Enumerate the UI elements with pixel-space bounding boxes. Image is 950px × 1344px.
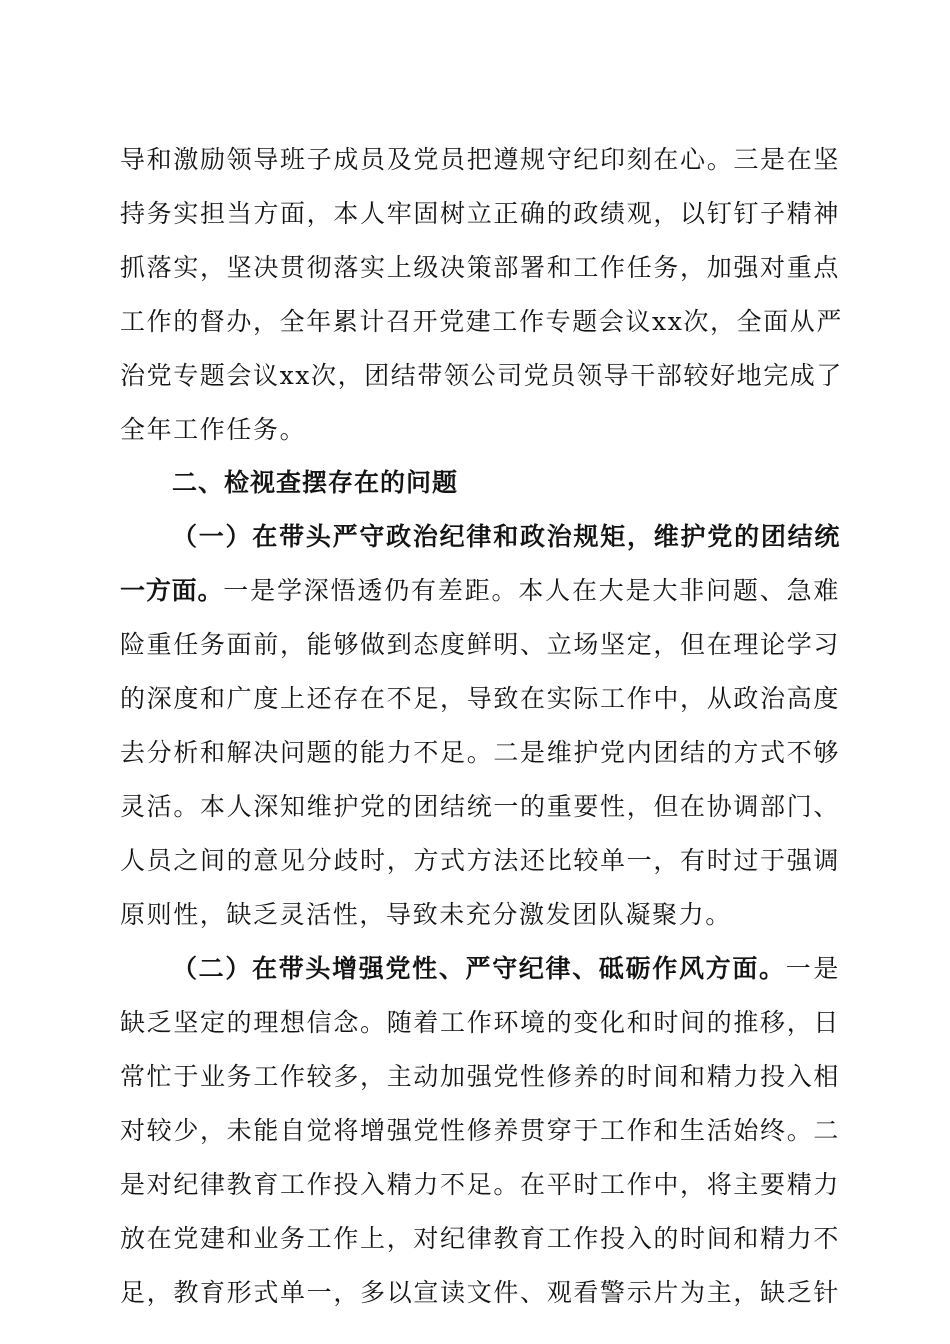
section-heading: 二、检视查摆存在的问题 — [172, 468, 459, 497]
paragraph-2-line-7: 人员之间的意见分歧时，方式方法还比较单一，有时过于强调 — [120, 846, 840, 875]
paragraph-2-line-8: 原则性，缺乏灵活性，导致未充分激发团队凝聚力。 — [120, 900, 732, 929]
paragraph-1-line-5: 治党专题会议xx次，团结带领公司党员领导干部较好地完成了 — [120, 361, 844, 390]
paragraph-2-line-6: 灵活。本人深知维护党的团结统一的重要性，但在协调部门、 — [120, 792, 840, 821]
paragraph-1-line-6: 全年工作任务。 — [120, 415, 307, 444]
paragraph-2-line-3: 险重任务面前，能够做到态度鲜明、立场坚定，但在理论学习 — [120, 630, 840, 659]
paragraph-2-line-2-text: 一是学深悟透仍有差距。本人在大是大非问题、急难 — [223, 576, 840, 605]
paragraph-1-line-4: 工作的督办，全年累计召开党建工作专题会议xx次，全面从严 — [120, 307, 844, 336]
paragraph-3-line-6: 放在党建和业务工作上，对纪律教育工作投入的时间和精力不 — [120, 1224, 840, 1253]
paragraph-3-lead-text: 一是 — [785, 954, 841, 983]
paragraph-1-line-1: 导和激励领导班子成员及党员把遵规守纪印刻在心。三是在坚 — [120, 145, 840, 174]
paragraph-3-line-4: 对较少，未能自觉将增强党性修养贯穿于工作和生活始终。二 — [120, 1116, 840, 1145]
paragraph-3-line-7: 足，教育形式单一，多以宣读文件、观看警示片为主，缺乏针 — [120, 1278, 840, 1307]
paragraph-2-line-4: 的深度和广度上还存在不足，导致在实际工作中，从政治高度 — [120, 684, 840, 713]
paragraph-3-line-1 — [172, 950, 840, 988]
paragraph-2-line-5: 去分析和解决问题的能力不足。二是维护党内团结的方式不够 — [120, 738, 840, 767]
paragraph-2-line-2 — [120, 572, 840, 610]
paragraph-3-line-3: 常忙于业务工作较多，主动加强党性修养的时间和精力投入相 — [120, 1062, 840, 1091]
paragraph-3-line-5: 是对纪律教育工作投入精力不足。在平时工作中，将主要精力 — [120, 1170, 840, 1199]
paragraph-2-line-2-heading: 一方面。 — [120, 576, 224, 605]
paragraph-3-line-2: 缺乏坚定的理想信念。随着工作环境的变化和时间的推移，日 — [120, 1008, 840, 1037]
paragraph-1-line-3: 抓落实，坚决贯彻落实上级决策部署和工作任务，加强对重点 — [120, 253, 840, 282]
paragraph-2-lead-heading: （一）在带头严守政治纪律和政治规矩，维护党的团结统 — [172, 522, 840, 551]
paragraph-3-lead-heading: （二）在带头增强党性、严守纪律、砥砺作风方面。 — [172, 954, 786, 983]
paragraph-1-line-2: 持务实担当方面，本人牢固树立正确的政绩观，以钉钉子精神 — [120, 199, 840, 228]
